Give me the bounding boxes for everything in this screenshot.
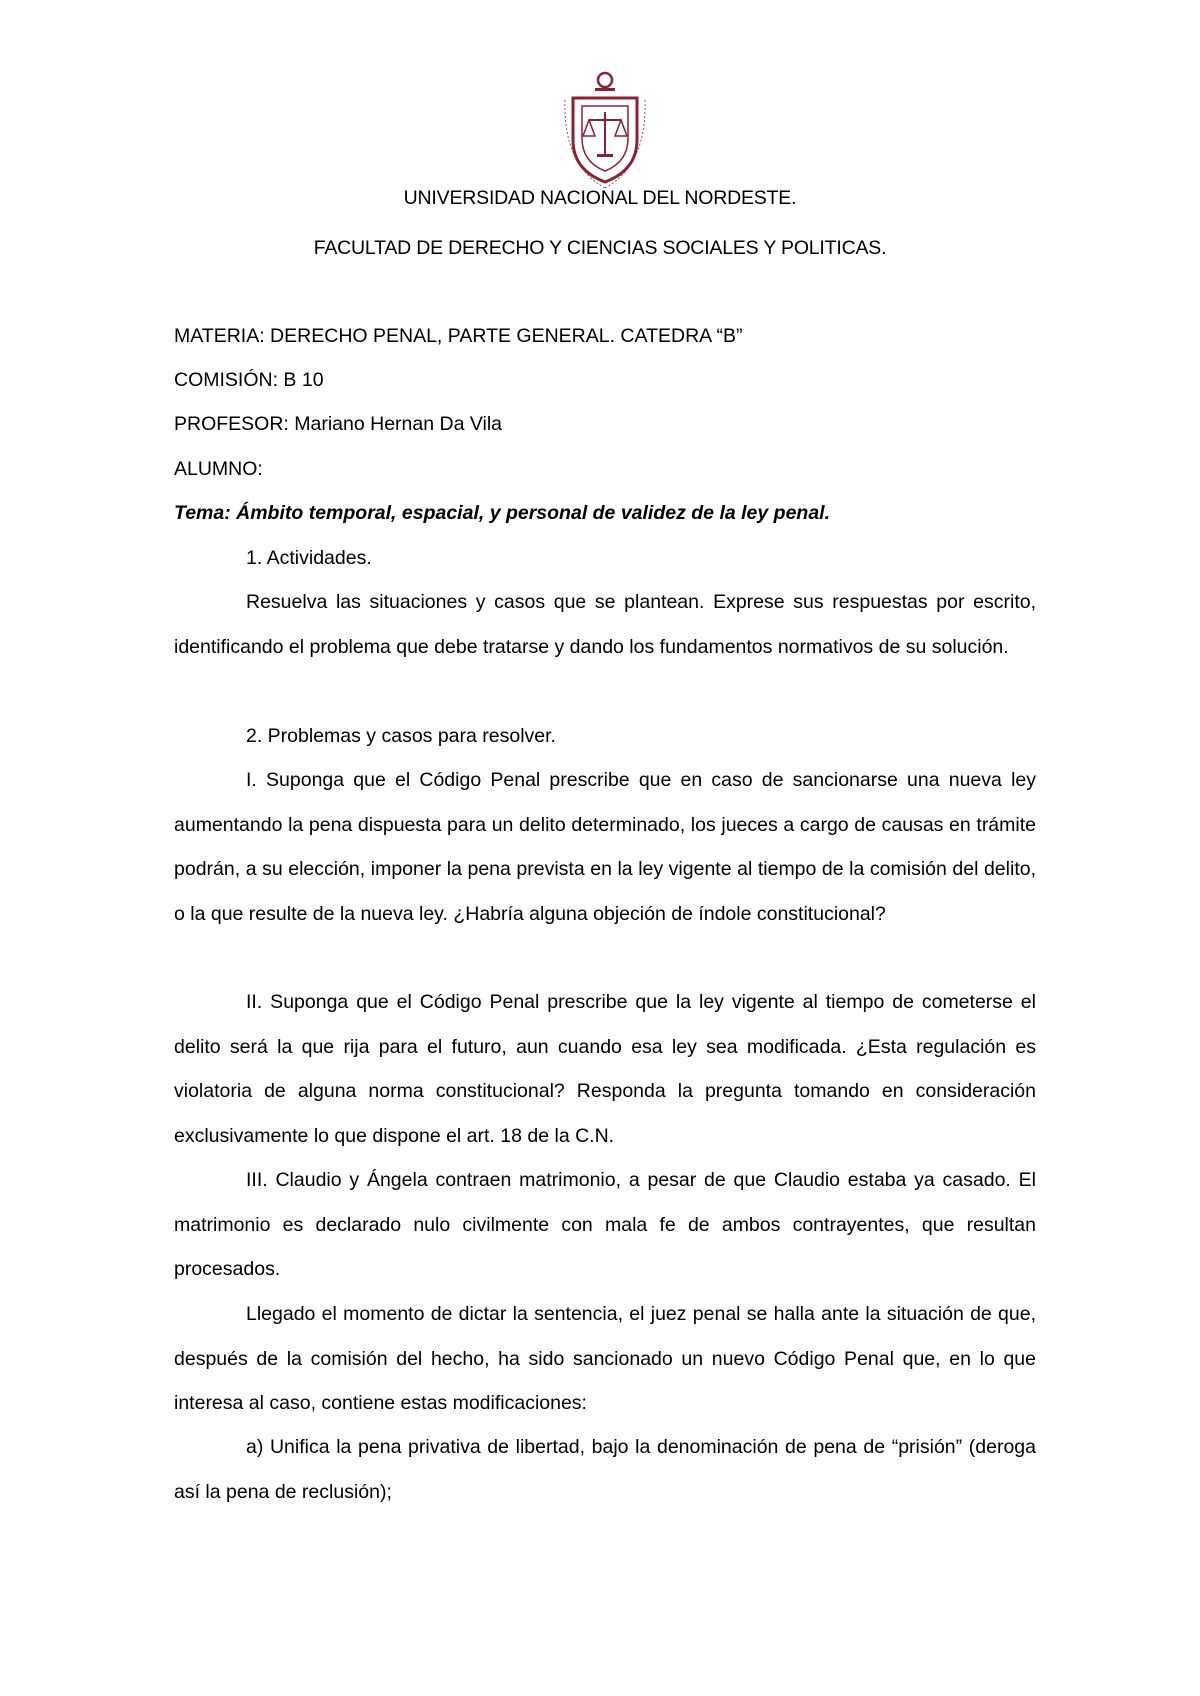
subject-line: MATERIA: DERECHO PENAL, PARTE GENERAL. CATEDRA “B” <box>174 325 743 347</box>
case-3-continuation: Llegado el momento de dictar la sentencia, el juez penal se halla ante la situación de que, después de la comisión del hecho, ha sido sancionado un nuevo Código Penal que, en lo que interesa al caso, contiene estas modificaciones: <box>174 1303 1036 1414</box>
professor-line: PROFESOR: Mariano Hernan Da Vila <box>174 413 503 435</box>
section-2-title: 2. Problemas y casos para resolver. <box>246 725 556 747</box>
section-1-title: 1. Actividades. <box>246 547 372 569</box>
item-a-paragraph: a) Unifica la pena privativa de libertad, bajo la denominación de pena de “prisión” (deroga así la pena de reclusión); <box>174 1436 1036 1503</box>
case-1-paragraph: I. Suponga que el Código Penal prescribe que en caso de sancionarse una nueva ley aumentando la pena dispuesta para un delito determinado, los jueces a cargo de causas en trámite podrán, a su elección, imponer la pena prevista en la ley vigente al tiempo de la comisión del delito, o la que resulte de la nueva ley. ¿Habría alguna objeción de índole constitucional? <box>174 769 1036 925</box>
student-line: ALUMNO: <box>174 458 263 480</box>
case-2-paragraph: II. Suponga que el Código Penal prescribe que la ley vigente al tiempo de cometerse el delito será la que rija para el futuro, aun cuando esa ley sea modificada. ¿Esta regulación es violatoria de alguna norma constitucional? Responda la pregunta tomando en consideración exclusivamente lo que dispone el art. 18 de la C.N. <box>174 991 1036 1147</box>
commission-line: COMISIÓN: B 10 <box>174 369 324 391</box>
case-3-paragraph: III. Claudio y Ángela contraen matrimonio, a pesar de que Claudio estaba ya casado. El matrimonio es declarado nulo civilmente con mala fe de ambos contrayentes, que resultan procesados. <box>174 1169 1036 1280</box>
university-seal-logo <box>555 70 655 190</box>
university-title: UNIVERSIDAD NACIONAL DEL NORDESTE. <box>403 187 797 209</box>
topic-line: Tema: Ámbito temporal, espacial, y personal de validez de la ley penal. <box>174 502 831 524</box>
faculty-title: FACULTAD DE DERECHO Y CIENCIAS SOCIALES Y POLITICAS. <box>313 237 887 259</box>
section-1-body: Resuelva las situaciones y casos que se plantean. Exprese sus respuestas por escrito, identificando el problema que debe tratarse y dando los fundamentos normativos de su solución. <box>174 591 1036 658</box>
